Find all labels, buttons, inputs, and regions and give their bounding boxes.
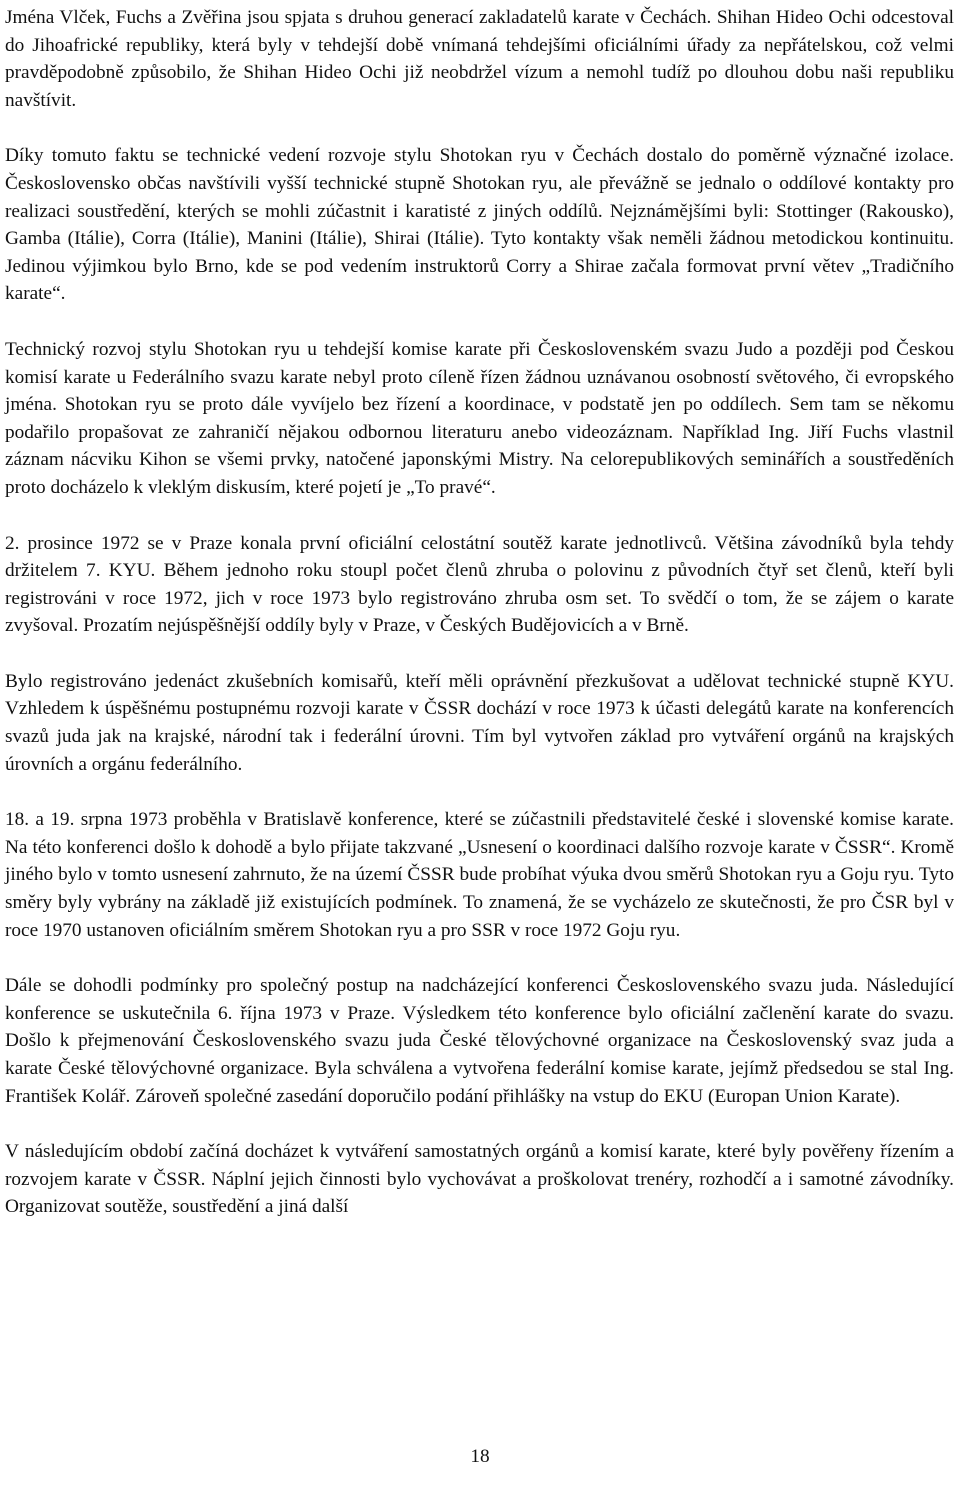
paragraph-4: 2. prosince 1972 se v Praze konala první oficiální celostátní soutěž karate jednotlivců. Většina závodníků byla tehdy držitelem 7. KYU. Během jednoho roku stoupl počet členů zhruba o polovinu z původních čtyř set členů, kteří byli registrováni v roce 1972, jich v roce 1973 bylo registrováno zhruba osm set. To svědčí o tom, že se zájem o karate zvyšoval. Prozatím nejúspěšnější oddíly byly v Praze, v Českých Budějovicích a v Brně. [5,532,954,637]
paragraph-1: Jména Vlček, Fuchs a Zvěřina jsou spjata s druhou generací zakladatelů karate v Čechách. Shihan Hideo Ochi odcestoval do Jihoafrické republiky, která byly v tehdejší době vnímaná tehdejšími oficiálními úřady za nepřátelskou, což velmi pravděpodobně způsobilo, že Shihan Hideo Ochi již neobdržel vízum a nemohl tudíž po dlouhou dobu naši republiku navštívit. [5,7,954,111]
paragraph-3: Technický rozvoj stylu Shotokan ryu u tehdejší komise karate při Československém svazu Judo a později pod Českou komisí karate u Federálního svazu karate nebyl proto cíleně řízen žádnou uznávanou osobností světového, či evropského jména. Shotokan ryu se proto dále vyvíjelo bez řízení a koordinace, v podstatě jen po oddílech. Sem tam se někomu podařilo propašovat ze zahraničí nějakou odbornou literaturu anebo videozáznam. Například Ing. Jiří Fuchs vlastnil záznam nácviku Kihon se všemi prvky, natočené japonskými Mistry. Na celorepublikových seminářích a soustředěních proto docházelo k vleklým diskusím, které pojetí je „To pravé“. [5,338,954,498]
paragraph-2: Díky tomuto faktu se technické vedení rozvoje stylu Shotokan ryu v Čechách dostalo do poměrně význačné izolace. Československo občas navštívili vyšší technické stupně Shotokan ryu, ale převážně se jednalo o oddílové kontakty pro realizaci soustředění, kterých se mohli zúčastnit i karatisté z jiných oddílů. Nejznámějšími byli: Stottinger (Rakousko), Gamba (Itálie), Corra (Itálie), Manini (Itálie), Shirai (Itálie). Tyto kontakty však neměli žádnou metodickou kontinuitu. Jedinou výjimkou bylo Brno, kde se pod vedením instruktorů Corry a Shirae začala formovat první větev „Tradičního karate“. [5,145,954,305]
paragraph-7: Dále se dohodli podmínky pro společný postup na nadcházející konferenci Československého svazu juda. Následující konference se uskutečnila 6. října 1973 v Praze. Výsledkem této konference bylo oficiální začlenění karate do svazu. Došlo k přejmenování Československého svazu juda České tělovýchovné organizace na Československý svaz juda a karate České tělovýchovné organizace. Byla schválena a vytvořena federální komise karate, jejímž předsedou se stal Ing. František Kolář. Zároveň společné zasedání doporučilo podání přihlášky na vstup do EKU (Europan Union Karate). [5,975,954,1107]
paragraph-6: 18. a 19. srpna 1973 proběhla v Bratislavě konference, které se zúčastnili představitelé české i slovenské komise karate. Na této konferenci došlo k dohodě a bylo přijate takzvané „Usnesení o koordinaci dalšího rozvoje karate v ČSSR“. Kromě jiného bylo v tomto usnesení zahrnuto, že na území ČSSR bude probíhat výuka dvou směrů Shotokan ryu a Goju ryu. Tyto směry byly vybrány na základě již existujících podmínek. To znamená, že se vycházelo ze skutečnosti, že pro ČSR byl v roce 1970 ustanoven oficiálním směrem Shotokan ryu a pro SSR v roce 1972 Goju ryu. [5,809,954,941]
paragraph-8: V následujícím období začíná docházet k vytváření samostatných orgánů a komisí karate, které byly pověřeny řízením a rozvojem karate v ČSSR. Náplní jejich činnosti bylo vychovávat a proškolovat trenéry, rozhodčí a i samotné závodníky. Organizovat soutěže, soustředění a jiná další [5,1141,954,1218]
page-number: 18 [470,1446,490,1467]
paragraph-5: Bylo registrováno jedenáct zkušebních komisařů, kteří měli oprávnění přezkušovat a udělovat technické stupně KYU. Vzhledem k úspěšnému postupnému rozvoji karate v ČSSR dochází v roce 1973 k účasti delegátů karate na konferencích svazů juda jak na krajské, národní tak i federální úrovni. Tím byl vytvořen základ pro vytváření orgánů na krajských úrovních a orgánu federálního. [5,670,954,775]
